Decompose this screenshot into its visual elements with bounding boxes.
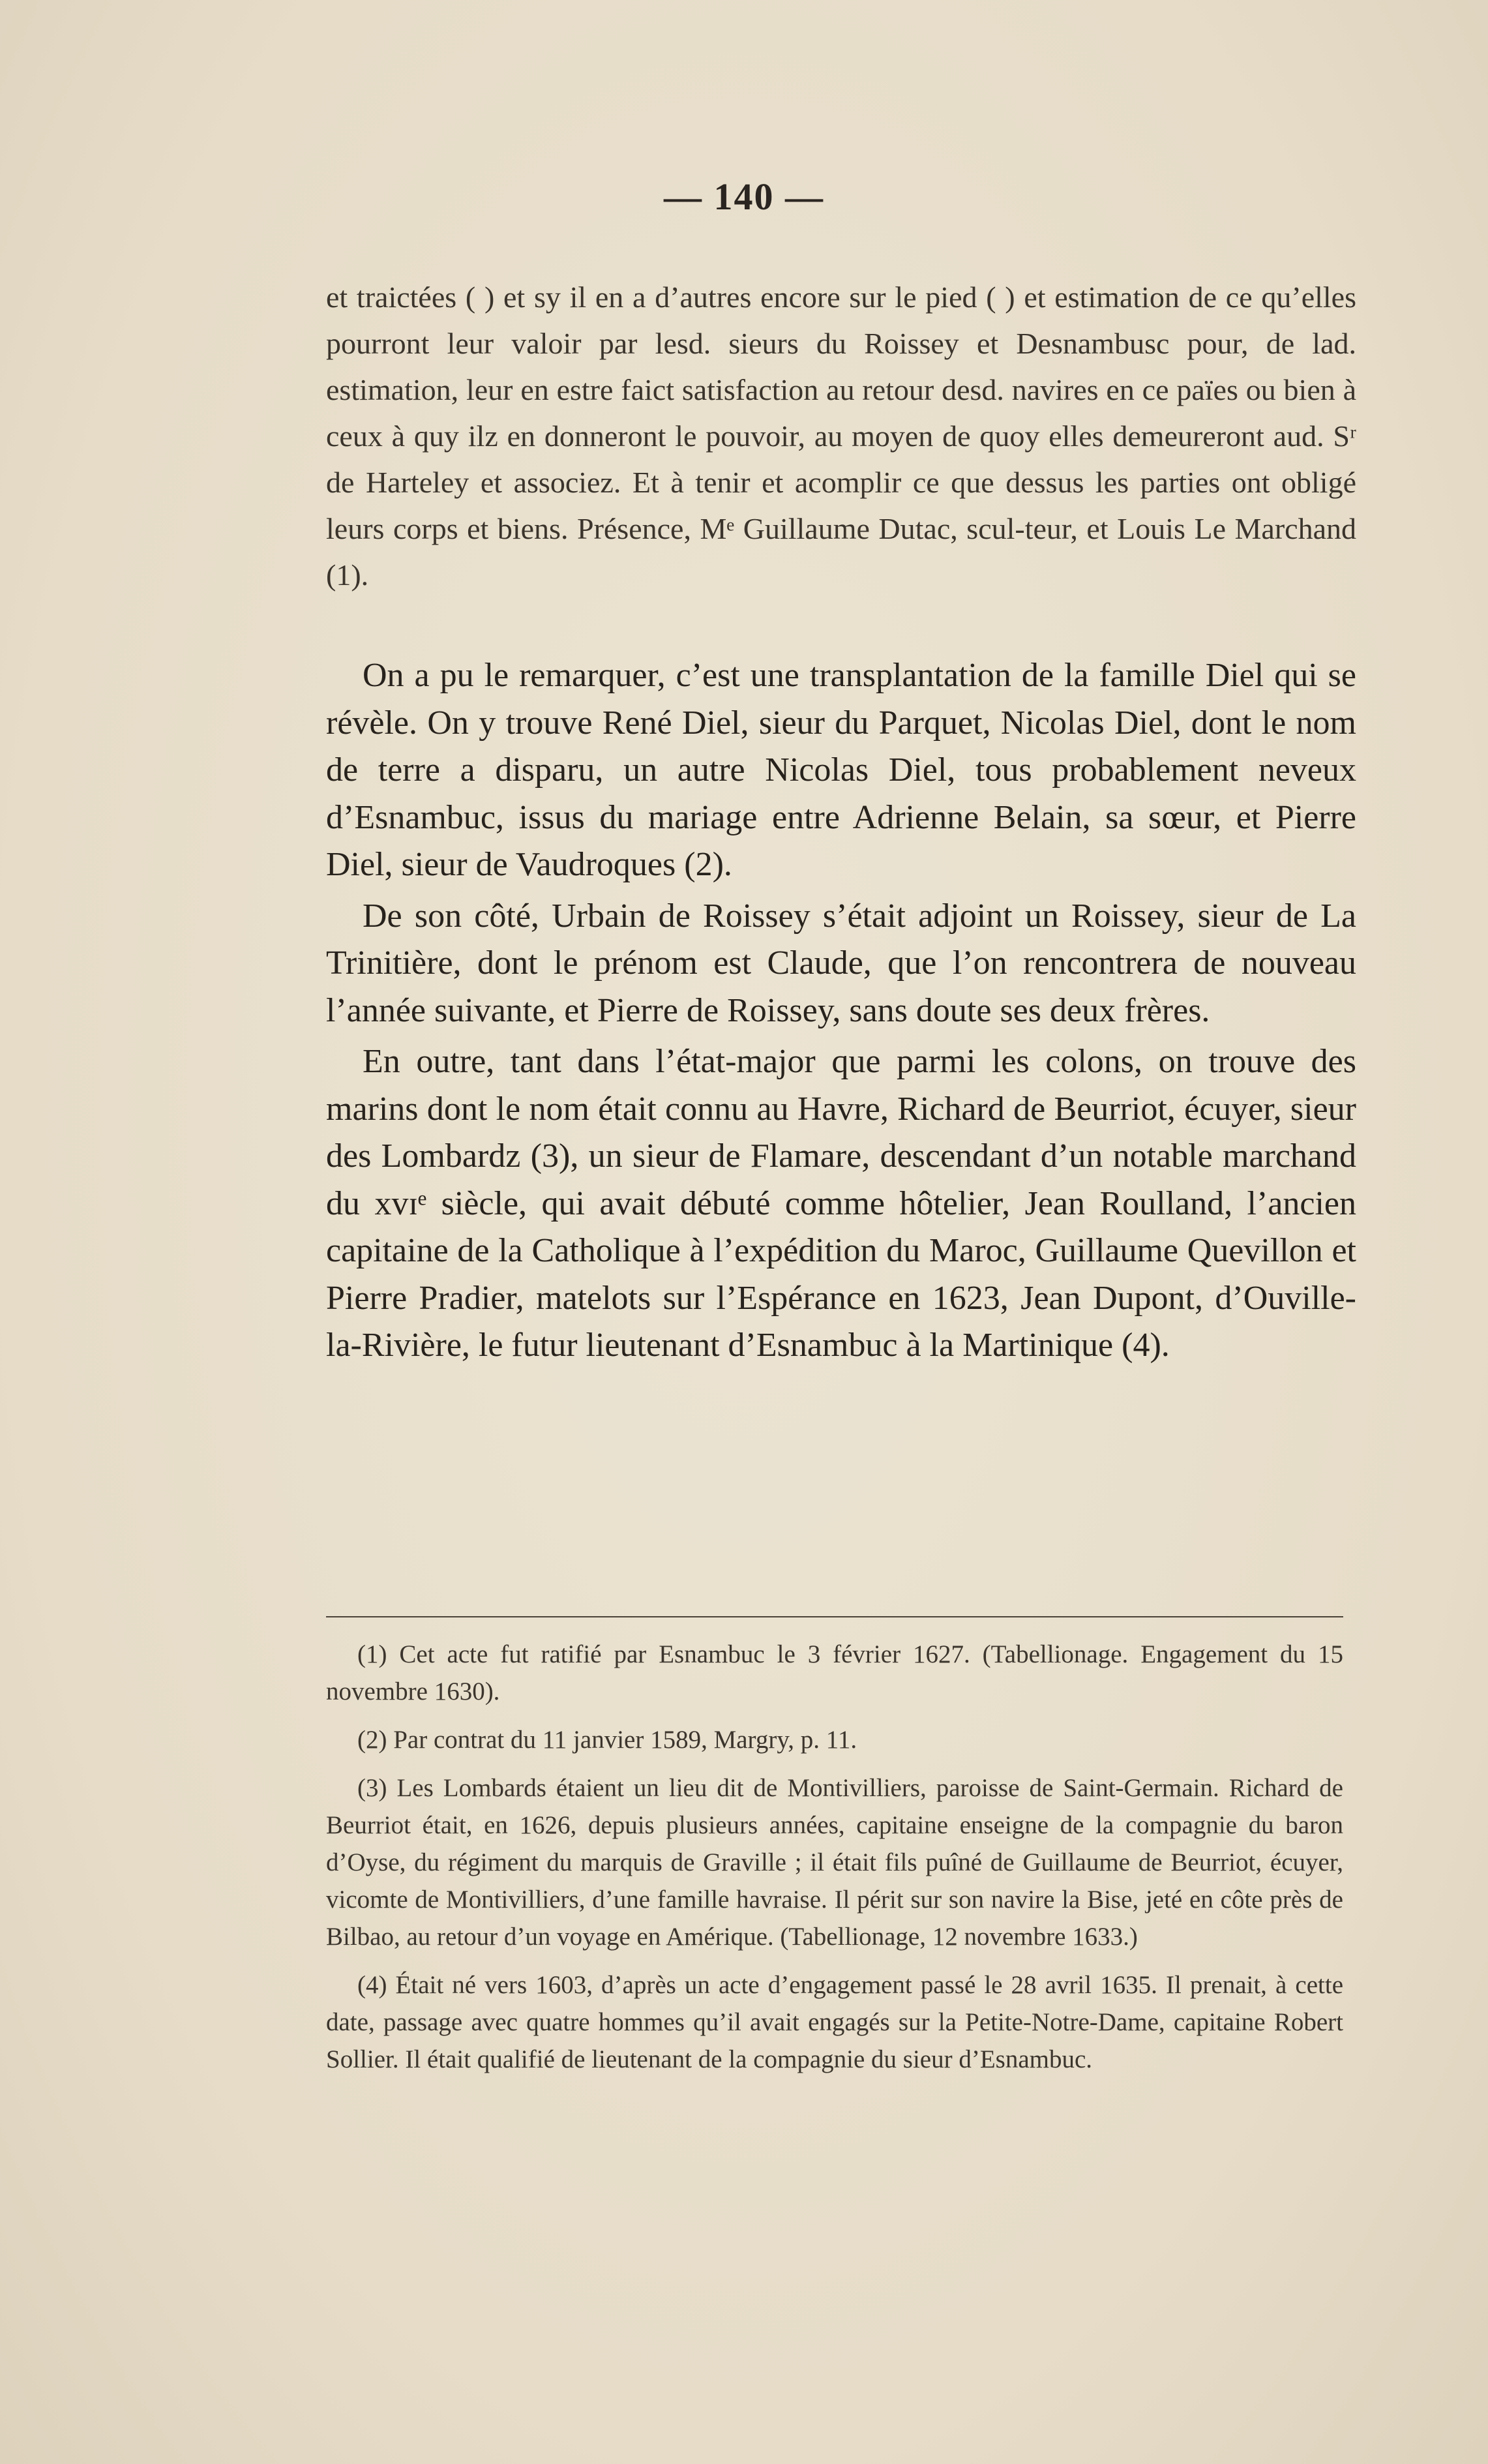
footnote-4: (4) Était né vers 1603, d’après un acte d’engagement passé le 28 avril 1635. Il prenait, à cette date, passage avec quatre hommes qu’il avait engagés sur la Petite-Notre-Dame, capitaine Robert Sollier. Il était qualifié de lieutenant de la compagnie du sieur d’Esnambuc. [326, 1971, 1343, 2073]
archival-quotation [326, 274, 1356, 598]
footnotes [326, 1636, 1343, 2089]
footnote-separator [326, 1616, 1343, 1617]
paragraph-3: En outre, tant dans l’état-major que parmi les colons, on trouve des marins dont le nom était connu au Havre, Richard de Beurriot, écuyer, sieur des Lombardz (3), un sieur de Flamare, descendant d’un notable marchand du xvɪᵉ siècle, qui avait débuté comme hôtelier, Jean Roulland, l’ancien capitaine de la Catholique à l’expédition du Maroc, Guillaume Quevillon et Pierre Pradier, matelots sur l’Espérance en 1623, Jean Dupont, d’Ouville-la-Rivière, le futur lieutenant d’Esnambuc à la Martinique (4). [326, 1043, 1356, 1364]
paragraph-1: On a pu le remarquer, c’est une transplantation de la famille Diel qui se révèle. On y trouve René Diel, sieur du Parquet, Nicolas Diel, dont le nom de terre a disparu, un autre Nicolas Diel, tous probablement neveux d’Esnambuc, issus du mariage entre Adrienne Belain, sa sœur, et Pierre Diel, sieur de Vaudroques (2). [326, 657, 1356, 883]
footnote-3: (3) Les Lombards étaient un lieu dit de Montivilliers, paroisse de Saint-Germain. Richard de Beurriot était, en 1626, depuis plusieurs années, capitaine enseigne de la compagnie du baron d’Oyse, du régiment du marquis de Graville ; il était fils puîné de Guillaume de Beurriot, écuyer, vicomte de Montivilliers, d’une famille havraise. Il périt sur son navire la Bise, jeté en côte près de Bilbao, au retour d’un voyage en Amérique. (Tabellionage, 12 novembre 1633.) [326, 1774, 1343, 1951]
quotation-text: et traictées ( ) et sy il en a d’autres encore sur le pied ( ) et estimation de ce qu’elles pourront leur valoir par lesd. sieurs du Roissey et Desnambusc pour, de lad. estimation, leur en estre faict satisfaction au retour desd. navires en ce païes ou bien à ceux à quy ilz en donneront le pouvoir, au moyen de quoy elles demeureront aud. Sʳ de Harteley et associez. Et à tenir et acomplir ce que dessus les parties ont obligé leurs corps et biens. Présence, Mᵉ Guillaume Dutac, scul-teur, et Louis Le Marchand (1). [326, 280, 1356, 592]
footnote-2: (2) Par contrat du 11 janvier 1589, Margry, p. 11. [357, 1726, 857, 1754]
main-text [326, 652, 1356, 1374]
footnote-1: (1) Cet acte fut ratifié par Esnambuc le 3 février 1627. (Tabellionage. Engagement du 15 novembre 1630). [326, 1640, 1343, 1705]
paragraph-2: De son côté, Urbain de Roissey s’était adjoint un Roissey, sieur de La Trinitière, dont le prénom est Claude, que l’on rencontrera de nouveau l’année suivante, et Pierre de Roissey, sans doute ses deux frères. [326, 897, 1356, 1029]
page-number: — 140 — [664, 175, 824, 218]
